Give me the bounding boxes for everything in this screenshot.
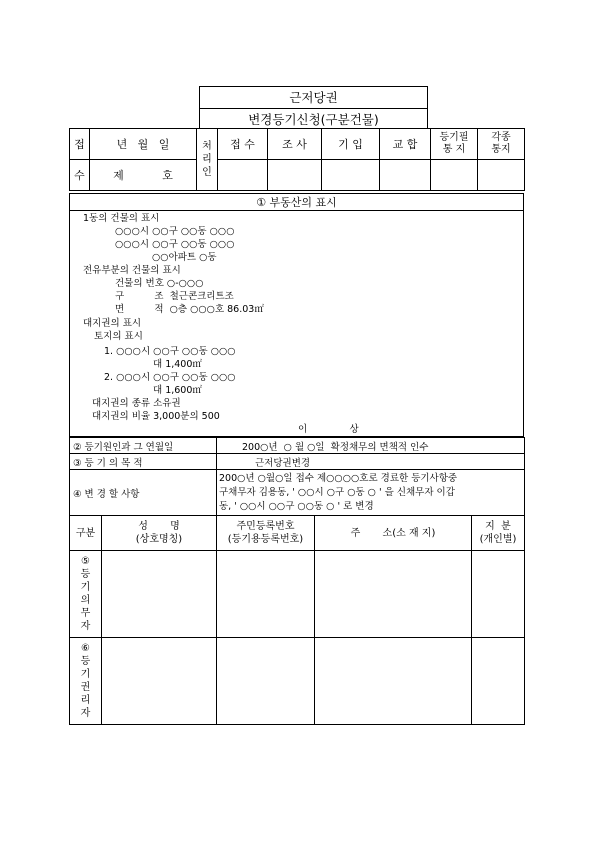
- end-mark: 이 상: [298, 424, 359, 435]
- purpose-label: ③ 등 기 의 목 적: [70, 454, 217, 470]
- processor-label: 처리인: [197, 129, 218, 191]
- entry-cell[interactable]: [322, 160, 380, 191]
- land-area-1: 대 1,400㎡: [153, 359, 202, 370]
- registration-notice-cell[interactable]: [431, 160, 478, 191]
- building-name: ○○아파트 ○동: [152, 252, 217, 263]
- receipt-date-label: 년 월 일: [90, 129, 197, 160]
- col-share: 지 분 (개인별): [472, 516, 525, 551]
- col-collation: 교 합: [380, 129, 431, 160]
- change-value[interactable]: [217, 470, 525, 516]
- building-address-1: ○○○시 ○○구 ○○동 ○○○: [115, 226, 235, 237]
- receipt-header-table: [69, 128, 525, 191]
- property-description: [69, 210, 524, 437]
- receipt-label-1: 접: [70, 129, 90, 160]
- unit-area: 면 적 ○층 ○○○호 86.03㎡: [115, 304, 264, 315]
- creditor-share-cell[interactable]: [472, 638, 525, 725]
- land-right-title: 대지권의 표시: [83, 318, 142, 329]
- land-address-1: 1. ○○○시 ○○구 ○○동 ○○○: [104, 346, 236, 357]
- land-address-2: 2. ○○○시 ○○구 ○○동 ○○○: [104, 372, 236, 383]
- change-label: ④ 변 경 할 사항: [70, 470, 217, 516]
- form-title-line2: 변경등기신청(구분건물): [200, 108, 427, 130]
- receipt-number-label: 제 호: [90, 160, 197, 191]
- col-id-number: 주민등록번호 (등기용등록번호): [217, 516, 315, 551]
- col-registration-notice: 등기필 통 지: [431, 129, 478, 160]
- parties-table: [69, 515, 525, 725]
- cause-value[interactable]: 200○년 ○ 월 ○일 확정채무의 면책적 인수: [217, 438, 525, 454]
- building-title: 1동의 건물의 표시: [83, 213, 160, 224]
- col-receipt: 접 수: [218, 129, 268, 160]
- col-division: 구분: [70, 516, 102, 551]
- creditor-name-cell[interactable]: [102, 638, 217, 725]
- debtor-share-cell[interactable]: [472, 551, 525, 638]
- receipt-cell[interactable]: [218, 160, 268, 191]
- land-right-type: 대지권의 종류 소유권: [92, 398, 181, 409]
- change-line-2: 구채무자 김용동, ' ○○시 ○구 ○동 ○ ' 을 신채무자 이갑: [219, 486, 455, 498]
- form-title-line1: 근저당권: [289, 90, 338, 105]
- property-section-title: ① 부동산의 표시: [69, 193, 524, 211]
- debtor-label: ⑤등기의무자: [70, 551, 102, 638]
- purpose-value[interactable]: 근저당권변경: [217, 454, 525, 470]
- debtor-id-cell[interactable]: [217, 551, 315, 638]
- creditor-address-cell[interactable]: [315, 638, 472, 725]
- receipt-label-2: 수: [70, 160, 90, 191]
- registration-details-table: [69, 437, 525, 516]
- unit-number: 건물의 번호 ○-○○○: [115, 278, 204, 289]
- col-address: 주 소(소 재 지): [315, 516, 472, 551]
- creditor-label: ⑥등기권리자: [70, 638, 102, 725]
- col-name: 성 명 (상호명칭): [102, 516, 217, 551]
- change-line-3: 동, ' ○○시 ○○구 ○○동 ○ ' 로 변경: [219, 500, 374, 512]
- building-address-2: ○○○시 ○○구 ○○동 ○○○: [115, 239, 235, 250]
- various-notice-cell[interactable]: [478, 160, 525, 191]
- collation-cell[interactable]: [380, 160, 431, 191]
- land-area-2: 대 1,600㎡: [153, 385, 202, 396]
- cause-label: ② 등기원인과 그 연월일: [70, 438, 217, 454]
- change-line-1: 200○년 ○월○일 접수 제○○○○호로 경료한 등기사항중: [219, 472, 458, 484]
- col-various-notice: 각종 통지: [478, 129, 525, 160]
- debtor-address-cell[interactable]: [315, 551, 472, 638]
- debtor-name-cell[interactable]: [102, 551, 217, 638]
- col-investigation: 조 사: [268, 129, 322, 160]
- unit-structure: 구 조 철근콘크리트조: [115, 291, 234, 302]
- investigation-cell[interactable]: [268, 160, 322, 191]
- creditor-id-cell[interactable]: [217, 638, 315, 725]
- col-entry: 기 입: [322, 129, 380, 160]
- form-title-box: [199, 86, 428, 128]
- exclusive-unit-title: 전유부분의 건물의 표시: [83, 265, 181, 276]
- land-right-ratio: 대지권의 비율 3,000분의 500: [92, 411, 220, 422]
- land-title: 토지의 표시: [94, 331, 143, 342]
